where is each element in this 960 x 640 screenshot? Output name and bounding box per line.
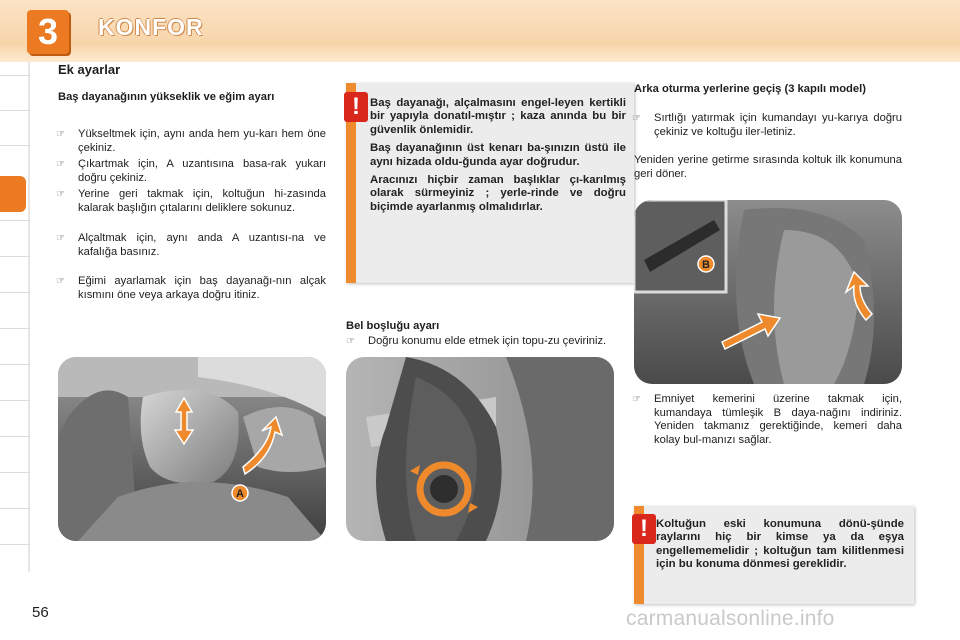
- list-item: ☞ Yerine geri takmak için, koltuğun hi-zasında kalarak başlığın çıtalarını deliklere sokunuz.: [56, 188, 326, 214]
- warning-text: Aracınızı hiçbir zaman başlıklar çı-karılmış olarak sürmeyiniz ; yerle-rinde ve doğru biçimde ayarlanmış olmalıdırlar.: [370, 174, 626, 213]
- bullet-hand-icon: ☞: [56, 129, 65, 140]
- lumbar-subhead: Bel boşluğu ayarı: [346, 320, 440, 332]
- bullet-hand-icon: ☞: [346, 336, 355, 347]
- list-item: ☞ Eğimi ayarlamak için baş dayanağı-nın alçak kısmını öne veya arkaya doğru itiniz.: [56, 275, 326, 301]
- bullet-hand-icon: ☞: [56, 276, 65, 287]
- warning-box-seat-return: [634, 506, 914, 604]
- headrest-subhead: Baş dayanağının yükseklik ve eğim ayarı: [58, 91, 275, 103]
- warning-text: Baş dayanağının üst kenarı ba-şınızın üstü ile aynı hizada oldu-ğunda ayar doğrudur.: [370, 142, 626, 168]
- rear-access-subhead: Arka oturma yerlerine geçiş (3 kapılı model): [634, 83, 866, 95]
- rail-tick: [0, 436, 30, 437]
- bullet-hand-icon: ☞: [56, 189, 65, 200]
- chapter-tab-rail: [12, 62, 30, 572]
- watermark: carmanualsonline.info: [626, 607, 835, 630]
- section-title: Ek ayarlar: [58, 62, 121, 77]
- list-item: ☞ Çıkartmak için, A uzantısına basa-rak yukarı doğru çekiniz.: [56, 158, 326, 184]
- page-number: 56: [32, 604, 49, 621]
- warning-text: Koltuğun eski konumuna dönü-şünde raylarını hiç bir kimse ya da eşya engellememelidir ; koltuğun tam kilitlenmesi için bu konuma dönmesi gereklidir.: [656, 518, 904, 571]
- rail-tick: [0, 110, 30, 111]
- rail-tick: [0, 220, 30, 221]
- list-item: ☞ Yükseltmek için, aynı anda hem yu-karı hem öne çekiniz.: [56, 128, 326, 154]
- rail-tick: [0, 292, 30, 293]
- bullet-hand-icon: ☞: [632, 113, 641, 124]
- warning-text: Baş dayanağı, alçalmasını engel-leyen kertikli bir yapıyla donatıl-mıştır ; kaza anında bu bir güvenlik önlemidir.: [370, 97, 626, 136]
- rail-tick: [0, 75, 30, 76]
- list-item: ☞ Sırtlığı yatırmak için kumandayı yu-karıya doğru çekiniz ve koltuğu iler-letiniz.: [632, 112, 902, 138]
- warning-exclamation-icon: !: [344, 92, 368, 122]
- chapter-title: KONFOR: [98, 14, 204, 40]
- list-item: ☞ Emniyet kemerini üzerine takmak için, kumandaya tümleşik B daya-nağını indiriniz. Yeniden takmanız gerektiğinde, kemeri daha kolay bul-manızı sağlar.: [632, 393, 902, 446]
- chapter-number: 3: [37, 11, 59, 52]
- bullet-hand-icon: ☞: [56, 233, 65, 244]
- rail-tick: [0, 328, 30, 329]
- warning-exclamation-icon: !: [632, 514, 656, 544]
- header-strip: [0, 42, 960, 62]
- list-item: ☞ Doğru konumu elde etmek için topu-zu çeviriniz.: [346, 335, 607, 347]
- rail-tick: [0, 256, 30, 257]
- rail-tick: [0, 400, 30, 401]
- callout-b-label: B: [702, 259, 710, 271]
- callout-a-label: A: [236, 488, 244, 500]
- return-paragraph: Yeniden yerine getirme sırasında koltuk ilk konumuna geri döner.: [634, 154, 902, 180]
- rail-tick: [0, 544, 30, 545]
- rail-tick: [0, 145, 30, 146]
- bullet-hand-icon: ☞: [632, 394, 641, 405]
- lumbar-photo: [346, 357, 614, 541]
- bullet-hand-icon: ☞: [56, 159, 65, 170]
- rail-tick: [0, 472, 30, 473]
- headrest-photo: [58, 357, 326, 541]
- chapter-badge: [27, 10, 69, 54]
- rail-tick: [0, 508, 30, 509]
- rail-tick: [0, 364, 30, 365]
- warning-box-headrest: [346, 83, 634, 283]
- chapter-tab-active[interactable]: [0, 176, 26, 212]
- list-item: ☞ Alçaltmak için, aynı anda A uzantısı-na ve kafalığa basınız.: [56, 232, 326, 258]
- seat-lever-photo: [634, 200, 902, 384]
